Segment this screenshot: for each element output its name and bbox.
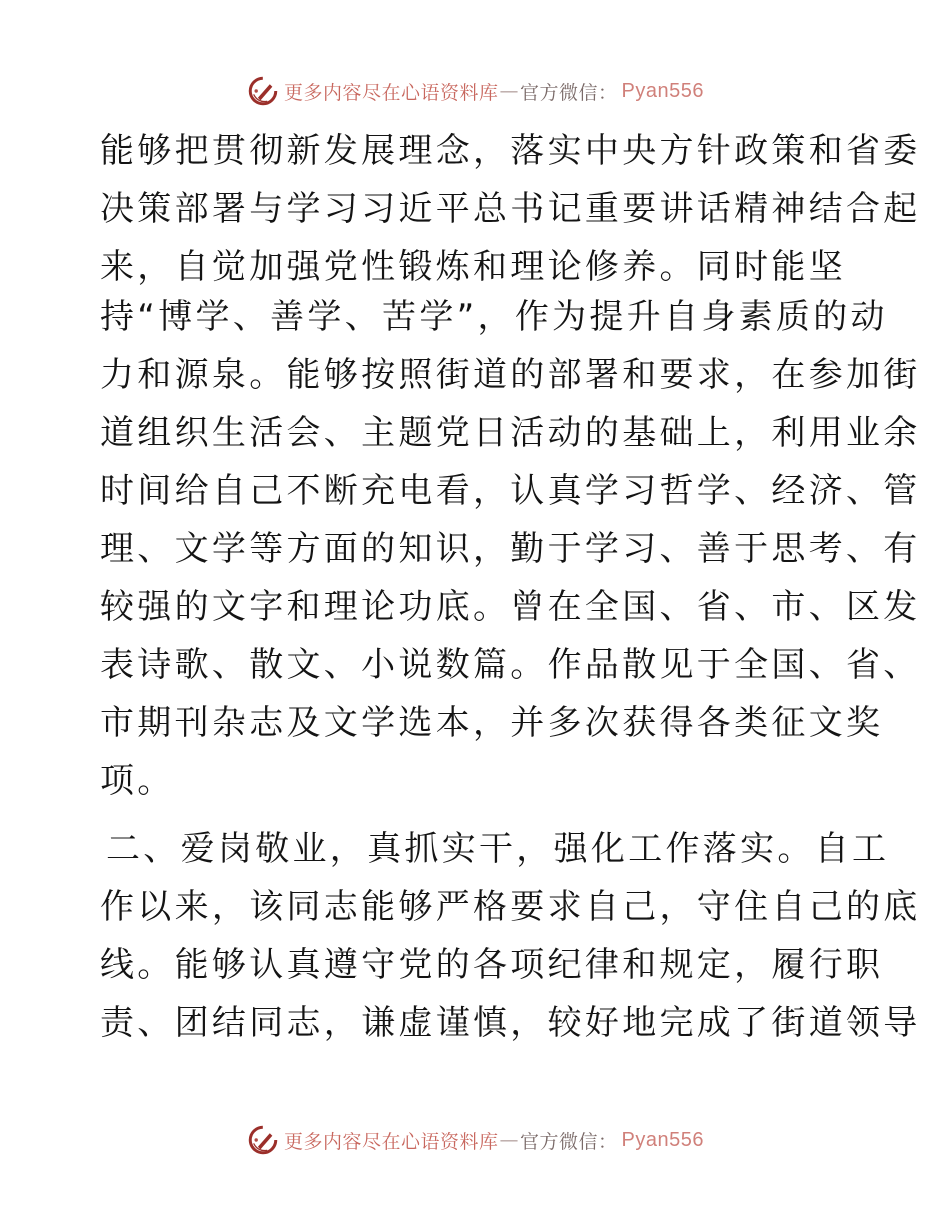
text-line: 决策部署与学习习近平总书记重要讲话精神结合起	[100, 189, 921, 229]
paragraph-spacer	[100, 810, 860, 820]
footer-watermark	[0, 1120, 950, 1160]
quill-pen-logo-icon	[246, 74, 280, 108]
watermark-brand-text: 更多内容尽在心语资料库	[284, 81, 499, 104]
header-watermark	[0, 71, 950, 111]
text-line: 表诗歌、散文、小说数篇。作品散见于全国、省、	[100, 645, 921, 685]
text-line: 持“博学、善学、苦学”，作为提升自身素质的动	[100, 297, 888, 337]
watermark-wechat-id: Pyan556	[621, 79, 704, 102]
paragraph-1	[100, 122, 921, 810]
text-line: 较强的文字和理论功底。曾在全国、省、市、区发	[100, 587, 921, 627]
text-line: 项。	[100, 761, 175, 801]
watermark-brand-text: 更多内容尽在心语资料库	[284, 1130, 499, 1153]
text-line: 责、团结同志，谦虚谨慎，较好地完成了街道领导	[100, 1003, 921, 1043]
text-line: 理、文学等方面的知识，勤于学习、善于思考、有	[100, 529, 921, 569]
text-line: 作以来，该同志能够严格要求自己，守住自己的底	[100, 887, 921, 927]
text-line: 线。能够认真遵守党的各项纪律和规定，履行职	[100, 945, 884, 985]
text-line: 时间给自己不断充电看，认真学习哲学、经济、管	[100, 471, 921, 511]
paragraph-2	[100, 820, 921, 1052]
text-line: 道组织生活会、主题党日活动的基础上，利用业余	[100, 413, 921, 453]
watermark-dash: —	[499, 1129, 520, 1151]
watermark-wechat-id: Pyan556	[621, 1128, 704, 1151]
text-line: 来，自觉加强党性锻炼和理论修养。同时能坚	[100, 247, 846, 287]
text-line: 力和源泉。能够按照街道的部署和要求，在参加街	[100, 355, 921, 395]
watermark-dash: —	[499, 80, 520, 102]
quill-pen-logo-icon	[246, 1123, 280, 1157]
section-heading-line: 二、爱岗敬业，真抓实干，强化工作落实。自工	[106, 829, 890, 869]
document-body	[100, 122, 921, 1052]
watermark-wechat-label: 官方微信：	[520, 1130, 618, 1153]
watermark-wechat-label: 官方微信：	[520, 81, 618, 104]
text-line: 市期刊杂志及文学选本，并多次获得各类征文奖	[100, 703, 884, 743]
text-line: 能够把贯彻新发展理念，落实中央方针政策和省委	[100, 131, 921, 171]
